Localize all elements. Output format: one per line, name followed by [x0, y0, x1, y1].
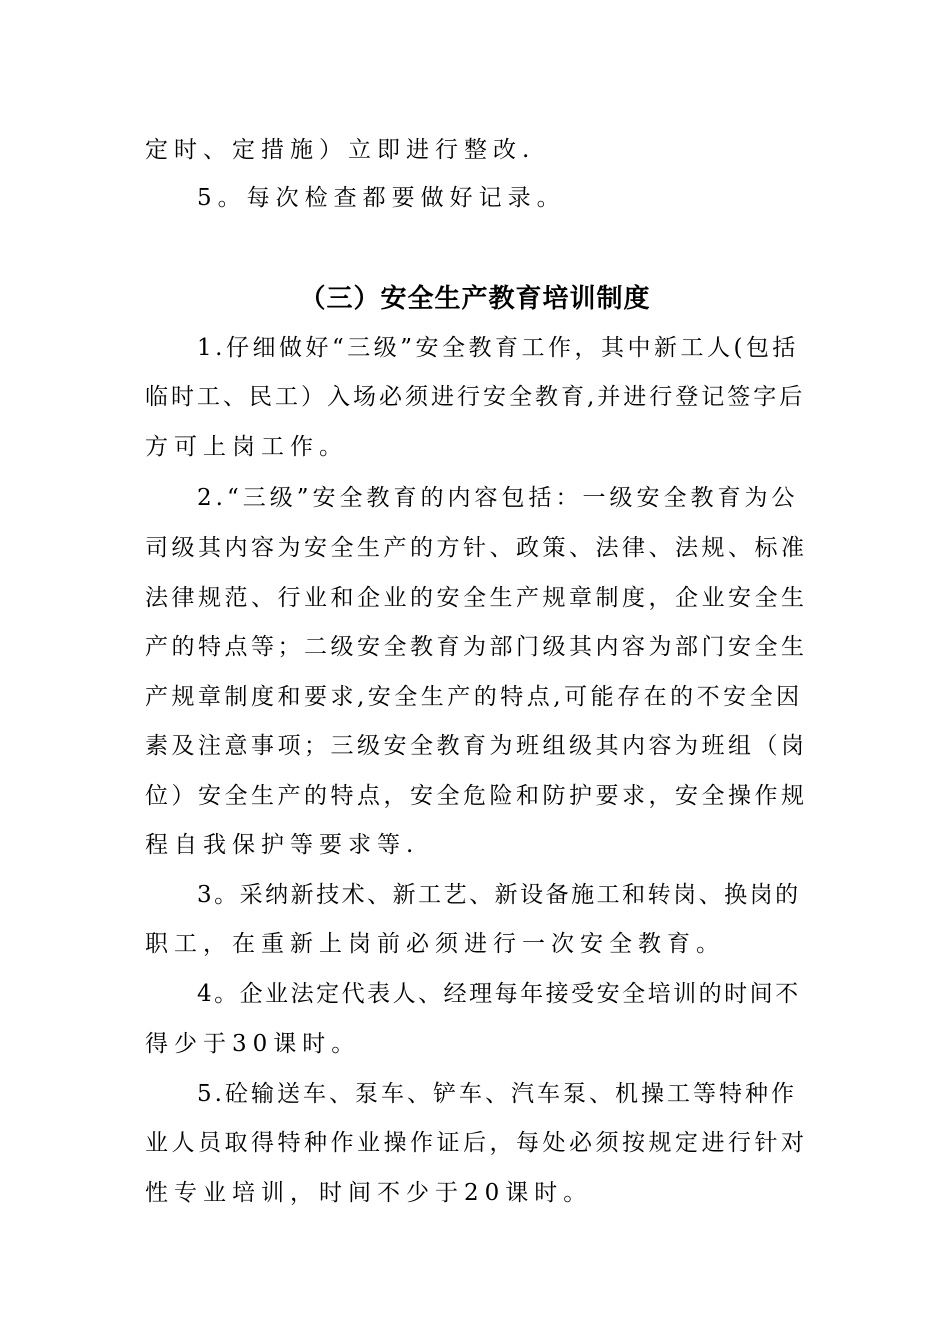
paragraph-line: 产的特点等；二级安全教育为部门级其内容为部门安全生 [145, 634, 808, 660]
continuation-line: 定时、定措施）立即进行整改. [145, 137, 536, 163]
paragraph-line: 职工，在重新上岗前必须进行一次安全教育。 [145, 931, 725, 957]
paragraph-line: 产规章制度和要求,安全生产的特点,可能存在的不安全因 [145, 684, 803, 710]
paragraph-line: 2.“三级”安全教育的内容包括：一级安全教育为公 [197, 485, 799, 511]
paragraph-line: 临时工、民工）入场必须进行安全教育,并进行登记签字后 [145, 384, 806, 410]
paragraph-line: 业人员取得特种作业操作证后，每处必须按规定进行针对 [145, 1130, 808, 1156]
paragraph-line: 性专业培训，时间不少于20课时。 [145, 1180, 593, 1206]
paragraph-line: 得少于30课时。 [145, 1031, 361, 1057]
paragraph-line: 司级其内容为安全生产的方针、政策、法律、法规、标准 [145, 535, 808, 561]
paragraph-line: 程自我保护等要求等. [145, 832, 420, 858]
paragraph-line: 3。采纳新技术、新工艺、新设备施工和转岗、换岗的 [197, 882, 801, 908]
paragraph-line: 1.仔细做好“三级”安全教育工作，其中新工人(包括 [197, 335, 799, 361]
continuation-line: 5。每次检查都要做好记录。 [197, 185, 566, 211]
paragraph-line: 4。企业法定代表人、经理每年接受安全培训的时间不 [197, 981, 801, 1007]
paragraph-line: 位）安全生产的特点，安全危险和防护要求，安全操作规 [145, 783, 808, 809]
paragraph-line: 方可上岗工作。 [145, 434, 348, 460]
paragraph-line: 5.砼输送车、泵车、铲车、汽车泵、机操工等特种作 [197, 1081, 797, 1107]
paragraph-line: 素及注意事项；三级安全教育为班组级其内容为班组（岗 [145, 733, 808, 759]
section-title: （三）安全生产教育培训制度 [299, 284, 651, 314]
paragraph-line: 法律规范、行业和企业的安全生产规章制度，企业安全生 [145, 585, 808, 611]
